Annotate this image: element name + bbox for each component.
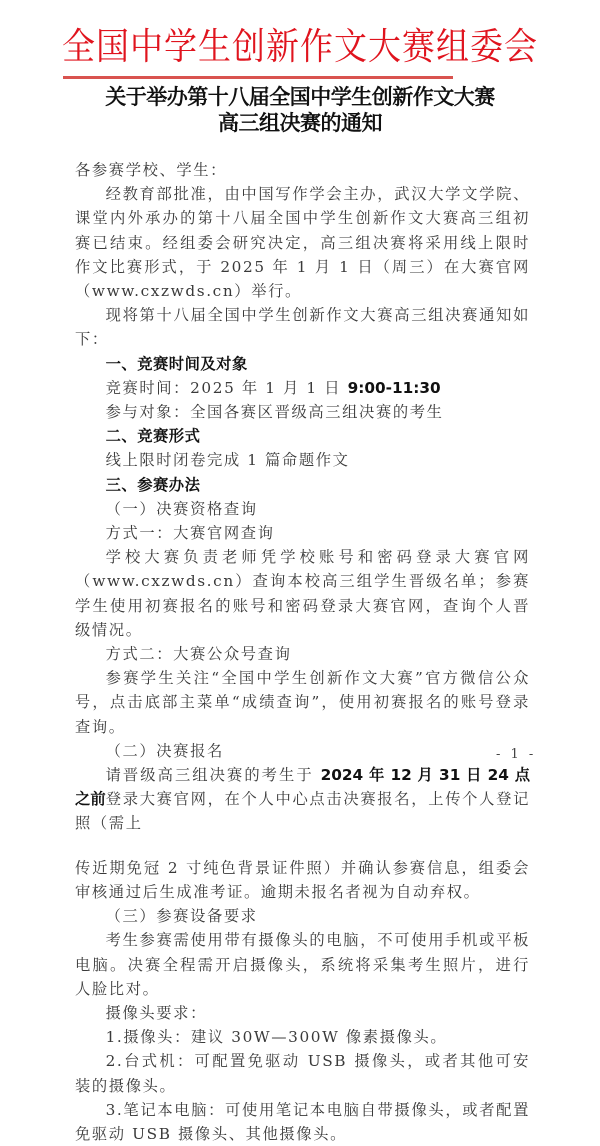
competition-time-label: 竞赛时间：: [105, 378, 191, 397]
page-number: - 1 -: [496, 747, 537, 762]
notice-title: [0, 84, 600, 136]
camera-requirements-label: 摄像头要求：: [105, 1003, 207, 1022]
competition-format: 线上限时闭卷完成 1 篇命题作文: [105, 451, 350, 470]
competition-time: [75, 376, 530, 400]
method-2-text: 参赛学生关注“全国中学生创新作文大赛”官方微信公众号，点击底部主菜单“成绩查询”，使用初赛报名的账号登录查询。: [75, 669, 530, 736]
camera-requirement-item: 2.台式机：可配置免驱动 USB 摄像头，或者其他可安装的摄像头。: [75, 1052, 530, 1095]
section-3-heading: 三、参赛办法: [105, 475, 201, 494]
salutation: 各参赛学校、学生：: [75, 161, 228, 179]
notice-title-line-2: 高三组决赛的通知: [218, 110, 382, 135]
participants: 参与对象：全国各赛区晋级高三组决赛的考生: [105, 403, 444, 422]
method-1-text: 学校大赛负责老师凭学校账号和密码登录大赛官网（www.cxzwds.cn）查询本校高三组学生晋级名单；参赛学生使用初赛报名的账号和密码登录大赛官网，查询个人晋级情况。: [75, 548, 530, 639]
lead-paragraph: 现将第十八届全国中学生创新作文大赛高三组决赛通知如下：: [75, 306, 530, 349]
competition-date: 2025 年 1 月 1 日: [190, 378, 348, 397]
organizing-committee-title: 全国中学生创新作文大赛组委会: [62, 24, 538, 68]
registration-text: [75, 763, 530, 836]
section-2-heading: 二、竞赛形式: [105, 427, 201, 446]
registration-deadline: 2024 年 12 月 31 日 24 点之前: [75, 766, 530, 809]
subsection-1-heading: （一）决赛资格查询: [105, 499, 258, 518]
camera-requirement-item: 3.笔记本电脑：可使用笔记本电脑自带摄像头，或者配置免驱动 USB 摄像头、其他摄像头。: [75, 1100, 530, 1143]
header-divider: [63, 76, 453, 79]
registration-text-continued: 传近期免冠 2 寸纯色背景证件照）并确认参赛信息，组委会审核通过后生成准考证。逾期未报名者视为自动弃权。: [75, 858, 530, 901]
intro-paragraph: 经教育部批准，由中国写作学会主办，武汉大学文学院、课堂内外承办的第十八届全国中学生创新作文大赛高三组初赛已结束。经组委会研究决定，高三组决赛将采用线上限时作文比赛形式，于 2025 年 1 月 1 日（周三）在大赛官网（www.cxzwds.cn）举行。: [75, 185, 530, 301]
device-requirements-text: 考生参赛需使用带有摄像头的电脑，不可使用手机或平板电脑。决赛全程需开启摄像头，系统将采集考生照片，进行人脸比对。: [75, 931, 530, 998]
registration-text-after: 登录大赛官网，在个人中心点击决赛报名，上传个人登记照（需上: [75, 790, 530, 833]
page-break-spacer: [75, 836, 530, 856]
subsection-2-heading: （二）决赛报名: [105, 741, 224, 760]
competition-time-range: 9:00-11:30: [347, 378, 441, 397]
subsection-3-heading: （三）参赛设备要求: [105, 907, 258, 926]
camera-requirement-item: 1.摄像头：建议 30W—300W 像素摄像头。: [105, 1028, 448, 1047]
section-1-heading: 一、竞赛时间及对象: [105, 354, 248, 373]
registration-text-before: 请晋级高三组决赛的考生于: [105, 766, 321, 785]
method-2-label: 方式二：大赛公众号查询: [105, 645, 292, 664]
notice-body: [75, 158, 530, 1146]
notice-title-line-1: 关于举办第十八届全国中学生创新作文大赛: [105, 84, 495, 109]
method-1-label: 方式一：大赛官网查询: [105, 524, 275, 543]
